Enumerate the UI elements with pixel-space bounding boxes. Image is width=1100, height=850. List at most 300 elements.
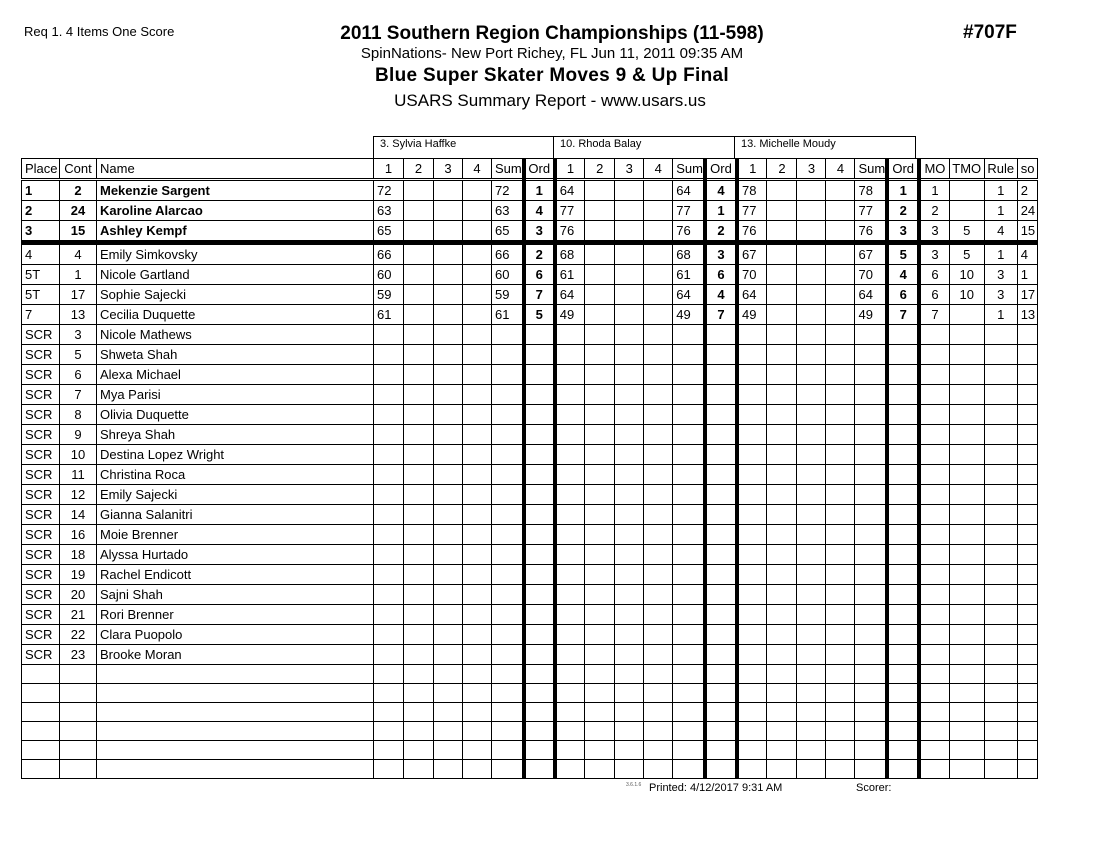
so-cell [1017, 665, 1037, 684]
contestant-number-cell: 15 [60, 221, 97, 243]
judge1-score3-cell [434, 345, 463, 365]
judge1-ordinal-cell [524, 625, 555, 645]
judge1-sum-cell [492, 465, 524, 485]
skater-name-cell: Alyssa Hurtado [97, 545, 374, 565]
judge1-sum-cell [492, 445, 524, 465]
judge1-sum-cell [492, 585, 524, 605]
judge2-score1-cell [555, 545, 585, 565]
contestant-number-cell: 6 [60, 365, 97, 385]
judge3-score2-cell [767, 201, 797, 221]
judge2-score4-cell [644, 405, 673, 425]
judge3-sum-cell [855, 405, 887, 425]
contestant-number-cell: 14 [60, 505, 97, 525]
judge1-score4-cell [463, 565, 492, 585]
judge3-score1-cell: 67 [737, 243, 767, 265]
judge3-score1-cell [737, 645, 767, 665]
contestant-number-cell [60, 760, 97, 779]
judge3-ordinal-cell [887, 760, 919, 779]
so-cell [1017, 625, 1037, 645]
table-row [22, 243, 1038, 265]
contestant-number-cell: 16 [60, 525, 97, 545]
judge1-score4-cell [463, 345, 492, 365]
judge3-score2-cell [767, 180, 797, 201]
judge2-score3-cell [615, 405, 644, 425]
mo-cell [919, 741, 949, 760]
judge2-score1-cell [555, 684, 585, 703]
skater-name-cell: Sajni Shah [97, 585, 374, 605]
skater-name-cell [97, 684, 374, 703]
judge3-score3-cell [797, 201, 826, 221]
judge1-score1-cell [374, 565, 404, 585]
judge1-score1-cell: 66 [374, 243, 404, 265]
judge1-score4-cell [463, 645, 492, 665]
judge3-sum-cell [855, 625, 887, 645]
judge3-score3-cell [797, 625, 826, 645]
judge1-score2-cell [404, 465, 434, 485]
judge1-ordinal-cell: 2 [524, 243, 555, 265]
so-cell [1017, 505, 1037, 525]
so-cell: 15 [1017, 221, 1037, 243]
judge2-score2-cell [585, 221, 615, 243]
judge2-sum-cell [673, 585, 705, 605]
judge1-score4-cell [463, 585, 492, 605]
judge2-sum-cell [673, 684, 705, 703]
judge2-ordinal-cell [705, 722, 737, 741]
judge1-sum-cell [492, 345, 524, 365]
judge3-score1-cell [737, 325, 767, 345]
judge3-score2-cell [767, 625, 797, 645]
tmo-cell [949, 485, 984, 505]
judge2-score4-cell [644, 722, 673, 741]
judge1-score4-cell [463, 665, 492, 684]
judge2-score2-cell [585, 722, 615, 741]
judge2-ordinal-cell: 4 [705, 285, 737, 305]
so-cell: 17 [1017, 285, 1037, 305]
judge2-score1-cell [555, 405, 585, 425]
rule-cell [984, 445, 1017, 465]
judge3-score2-cell [767, 545, 797, 565]
judge3-score2-cell [767, 425, 797, 445]
judge3-score2-cell [767, 385, 797, 405]
skater-name-cell: Ashley Kempf [97, 221, 374, 243]
judge2-score3-cell [615, 485, 644, 505]
contestant-number-cell: 7 [60, 385, 97, 405]
judge2-ordinal-cell: 6 [705, 265, 737, 285]
judge1-score2-cell [404, 565, 434, 585]
judge2-score2-cell [585, 365, 615, 385]
judge2-score1-cell [555, 703, 585, 722]
judge3-score1-cell [737, 405, 767, 425]
judge2-score1-cell [555, 585, 585, 605]
judge1-sum-cell [492, 365, 524, 385]
rule-cell [984, 645, 1017, 665]
tmo-cell [949, 425, 984, 445]
judge2-score2-cell [585, 405, 615, 425]
judge3-score4-cell [826, 180, 855, 201]
tmo-cell [949, 645, 984, 665]
col-header-judge3-4: 4 [826, 159, 855, 180]
judge3-ordinal-cell [887, 625, 919, 645]
judge1-score1-cell: 61 [374, 305, 404, 325]
judge1-ordinal-cell [524, 665, 555, 684]
place-cell: 5T [22, 285, 60, 305]
mo-cell [919, 465, 949, 485]
judge1-score3-cell [434, 722, 463, 741]
judge1-score2-cell [404, 505, 434, 525]
judge2-score2-cell [585, 525, 615, 545]
judge2-score4-cell [644, 525, 673, 545]
judge1-sum-cell [492, 605, 524, 625]
judge3-score3-cell [797, 605, 826, 625]
judge1-score4-cell [463, 180, 492, 201]
judge2-sum-cell [673, 645, 705, 665]
results-table [21, 158, 1038, 779]
judge2-ordinal-cell [705, 365, 737, 385]
table-row [22, 365, 1038, 385]
col-header-judge1-3: 3 [434, 159, 463, 180]
judge2-ordinal-cell [705, 625, 737, 645]
rule-cell [984, 703, 1017, 722]
judge1-sum-cell [492, 665, 524, 684]
skater-name-cell [97, 703, 374, 722]
place-cell: SCR [22, 485, 60, 505]
judge2-sum-cell [673, 385, 705, 405]
place-cell [22, 684, 60, 703]
skater-name-cell: Moie Brenner [97, 525, 374, 545]
judge2-score4-cell [644, 305, 673, 325]
judge2-ordinal-cell [705, 465, 737, 485]
judge2-score3-cell [615, 525, 644, 545]
contestant-number-cell: 21 [60, 605, 97, 625]
judge1-sum-cell [492, 525, 524, 545]
rule-cell [984, 365, 1017, 385]
rule-cell [984, 465, 1017, 485]
contestant-number-cell: 20 [60, 585, 97, 605]
so-cell [1017, 565, 1037, 585]
judge1-sum-cell [492, 425, 524, 445]
judge3-score4-cell [826, 505, 855, 525]
judge1-score4-cell [463, 305, 492, 325]
judge2-score2-cell [585, 585, 615, 605]
tmo-cell: 10 [949, 285, 984, 305]
judge3-sum-cell [855, 345, 887, 365]
judge2-score1-cell: 76 [555, 221, 585, 243]
judge1-ordinal-cell [524, 645, 555, 665]
judge3-score1-cell [737, 760, 767, 779]
judge2-score4-cell [644, 605, 673, 625]
judge2-score1-cell [555, 741, 585, 760]
judge2-score2-cell [585, 180, 615, 201]
scorer-label: Scorer: [856, 782, 892, 794]
judge2-sum-cell: 68 [673, 243, 705, 265]
judge2-score3-cell [615, 221, 644, 243]
judge1-sum-cell: 59 [492, 285, 524, 305]
judge3-ordinal-cell: 6 [887, 285, 919, 305]
judge1-score4-cell [463, 385, 492, 405]
so-cell [1017, 703, 1037, 722]
judge3-ordinal-cell [887, 585, 919, 605]
judge2-score2-cell [585, 465, 615, 485]
tmo-cell [949, 585, 984, 605]
judge3-score1-cell [737, 365, 767, 385]
judge1-score2-cell [404, 243, 434, 265]
judge2-score1-cell [555, 722, 585, 741]
judge1-score1-cell: 60 [374, 265, 404, 285]
skater-name-cell: Shreya Shah [97, 425, 374, 445]
table-row [22, 741, 1038, 760]
table-row [22, 325, 1038, 345]
mo-cell [919, 385, 949, 405]
judge1-score2-cell [404, 485, 434, 505]
rule-cell [984, 760, 1017, 779]
col-header-judge2-2: 2 [585, 159, 615, 180]
judge1-score4-cell [463, 265, 492, 285]
judge2-score4-cell [644, 665, 673, 684]
col-header-judge2-4: 4 [644, 159, 673, 180]
judge2-ordinal-cell [705, 485, 737, 505]
judge1-ordinal-cell [524, 760, 555, 779]
judge1-score3-cell [434, 485, 463, 505]
judge2-score3-cell [615, 180, 644, 201]
judge2-sum-cell [673, 345, 705, 365]
judge3-ordinal-cell: 3 [887, 221, 919, 243]
judge2-score1-cell [555, 365, 585, 385]
judge3-ordinal-cell [887, 605, 919, 625]
tmo-cell [949, 703, 984, 722]
event-name: Blue Super Skater Moves 9 & Up Final [375, 65, 729, 86]
judge3-sum-cell: 49 [855, 305, 887, 325]
mo-cell: 3 [919, 221, 949, 243]
judge1-score1-cell [374, 545, 404, 565]
table-row [22, 565, 1038, 585]
judge3-ordinal-cell [887, 665, 919, 684]
judge3-score1-cell [737, 505, 767, 525]
judge1-ordinal-cell [524, 565, 555, 585]
judge2-sum-cell: 76 [673, 221, 705, 243]
contestant-number-cell: 1 [60, 265, 97, 285]
col-header-rule: Rule [984, 159, 1017, 180]
judge1-score3-cell [434, 565, 463, 585]
judge2-score1-cell [555, 325, 585, 345]
judge1-score2-cell [404, 684, 434, 703]
place-cell: 5T [22, 265, 60, 285]
judge2-sum-cell [673, 505, 705, 525]
judge1-sum-cell: 66 [492, 243, 524, 265]
judge2-ordinal-cell [705, 385, 737, 405]
mo-cell [919, 405, 949, 425]
judge2-sum-cell: 77 [673, 201, 705, 221]
judge2-score4-cell [644, 505, 673, 525]
judge2-score2-cell [585, 265, 615, 285]
place-cell: SCR [22, 625, 60, 645]
judge3-ordinal-cell: 2 [887, 201, 919, 221]
judge2-sum-cell [673, 485, 705, 505]
place-cell [22, 722, 60, 741]
so-cell [1017, 741, 1037, 760]
tmo-cell [949, 345, 984, 365]
judge1-score3-cell [434, 625, 463, 645]
judge3-ordinal-cell [887, 722, 919, 741]
judge2-sum-cell [673, 703, 705, 722]
judge3-sum-cell: 77 [855, 201, 887, 221]
contestant-number-cell: 3 [60, 325, 97, 345]
place-cell: SCR [22, 405, 60, 425]
judge1-sum-cell [492, 385, 524, 405]
judge2-score1-cell: 61 [555, 265, 585, 285]
judge3-score1-cell [737, 545, 767, 565]
judge3-score4-cell [826, 305, 855, 325]
judge2-score3-cell [615, 285, 644, 305]
judge3-sum-cell [855, 703, 887, 722]
col-header-judge1-2: 2 [404, 159, 434, 180]
judge2-score4-cell [644, 285, 673, 305]
judge3-ordinal-cell [887, 425, 919, 445]
judge2-score1-cell [555, 605, 585, 625]
judge3-score2-cell [767, 722, 797, 741]
judge1-sum-cell: 65 [492, 221, 524, 243]
place-cell: 3 [22, 221, 60, 243]
judge3-score4-cell [826, 221, 855, 243]
judge2-score4-cell [644, 485, 673, 505]
tmo-cell: 10 [949, 265, 984, 285]
judge2-ordinal-cell: 7 [705, 305, 737, 325]
judge3-score2-cell [767, 305, 797, 325]
judge3-score1-cell [737, 525, 767, 545]
judge1-sum-cell [492, 760, 524, 779]
judge3-sum-cell [855, 525, 887, 545]
judge2-score4-cell [644, 180, 673, 201]
judge2-score4-cell [644, 684, 673, 703]
judge3-score2-cell [767, 525, 797, 545]
place-cell: SCR [22, 385, 60, 405]
table-row [22, 385, 1038, 405]
judge1-score3-cell [434, 605, 463, 625]
rule-cell [984, 505, 1017, 525]
judge3-score3-cell [797, 180, 826, 201]
judge1-score2-cell [404, 760, 434, 779]
judge3-score2-cell [767, 221, 797, 243]
judge3-sum-cell [855, 445, 887, 465]
mo-cell: 6 [919, 265, 949, 285]
judge2-score3-cell [615, 684, 644, 703]
table-row [22, 505, 1038, 525]
judge1-sum-cell [492, 625, 524, 645]
judge2-score2-cell [585, 485, 615, 505]
contestant-number-cell: 24 [60, 201, 97, 221]
place-cell: SCR [22, 505, 60, 525]
judge3-score3-cell [797, 485, 826, 505]
judge3-sum-cell [855, 684, 887, 703]
judge3-score2-cell [767, 243, 797, 265]
so-cell [1017, 645, 1037, 665]
judge1-score4-cell [463, 684, 492, 703]
judge2-score3-cell [615, 265, 644, 285]
skater-name-cell: Sophie Sajecki [97, 285, 374, 305]
so-cell [1017, 365, 1037, 385]
table-row [22, 445, 1038, 465]
judge1-sum-cell [492, 545, 524, 565]
mo-cell [919, 525, 949, 545]
judge3-sum-cell [855, 365, 887, 385]
judge1-sum-cell: 72 [492, 180, 524, 201]
judge3-sum-cell [855, 425, 887, 445]
judge1-score3-cell [434, 265, 463, 285]
judge3-sum-cell [855, 741, 887, 760]
judge3-score4-cell [826, 665, 855, 684]
judge1-score3-cell [434, 180, 463, 201]
place-cell [22, 703, 60, 722]
judge2-score4-cell [644, 201, 673, 221]
skater-name-cell: Alexa Michael [97, 365, 374, 385]
judge3-score2-cell [767, 445, 797, 465]
mo-cell [919, 703, 949, 722]
judge2-score2-cell [585, 605, 615, 625]
judge1-score4-cell [463, 605, 492, 625]
judge1-ordinal-cell [524, 465, 555, 485]
so-cell [1017, 722, 1037, 741]
mo-cell [919, 345, 949, 365]
mo-cell [919, 505, 949, 525]
rule-cell [984, 565, 1017, 585]
judge2-score2-cell [585, 625, 615, 645]
judge3-score2-cell [767, 684, 797, 703]
judge3-ordinal-cell [887, 465, 919, 485]
rule-cell: 3 [984, 265, 1017, 285]
table-row [22, 684, 1038, 703]
contestant-number-cell: 12 [60, 485, 97, 505]
rule-cell [984, 425, 1017, 445]
judge1-score1-cell [374, 722, 404, 741]
rule-cell [984, 585, 1017, 605]
mo-cell [919, 365, 949, 385]
judge3-score3-cell [797, 505, 826, 525]
col-header-mo: MO [919, 159, 949, 180]
judge3-score4-cell [826, 565, 855, 585]
place-cell: SCR [22, 465, 60, 485]
judge2-score4-cell [644, 465, 673, 485]
judge2-score4-cell [644, 325, 673, 345]
judge1-sum-cell [492, 722, 524, 741]
judge3-score2-cell [767, 325, 797, 345]
place-cell: 2 [22, 201, 60, 221]
mo-cell [919, 565, 949, 585]
judge2-score1-cell [555, 665, 585, 684]
judge2-score3-cell [615, 605, 644, 625]
mo-cell [919, 585, 949, 605]
judge2-score2-cell [585, 505, 615, 525]
so-cell: 13 [1017, 305, 1037, 325]
judge2-ordinal-cell: 2 [705, 221, 737, 243]
judge1-sum-cell: 60 [492, 265, 524, 285]
judge3-sum-cell [855, 645, 887, 665]
judge1-score1-cell [374, 345, 404, 365]
judge1-sum-cell: 63 [492, 201, 524, 221]
judge2-score1-cell [555, 445, 585, 465]
col-header-judge1-sum: Sum [492, 159, 524, 180]
judge2-score2-cell [585, 285, 615, 305]
judge2-score3-cell [615, 445, 644, 465]
judge3-score2-cell [767, 345, 797, 365]
mo-cell [919, 545, 949, 565]
judge3-score3-cell [797, 445, 826, 465]
judge3-sum-cell [855, 485, 887, 505]
judge1-score3-cell [434, 405, 463, 425]
judge3-score1-cell: 78 [737, 180, 767, 201]
judge3-score1-cell [737, 741, 767, 760]
judge3-score1-cell [737, 425, 767, 445]
judge-2-header: 10. Rhoda Balay [553, 136, 735, 158]
mo-cell [919, 485, 949, 505]
